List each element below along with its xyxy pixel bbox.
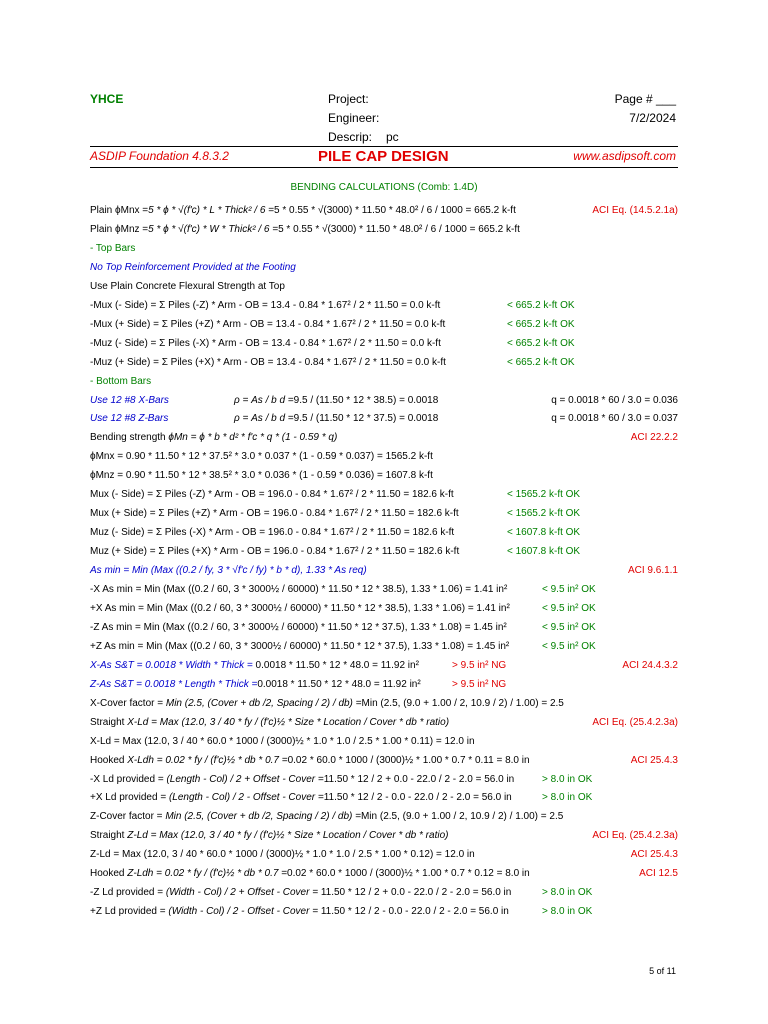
calc-formula: ϕMn = ϕ * b * d² * f'c * q * (1 - 0.59 * q) [168, 432, 338, 444]
calc-line-text [90, 846, 475, 864]
calc-line-text [90, 657, 419, 675]
q-value: q = 0.0018 * 60 / 3.0 = 0.037 [551, 413, 678, 425]
calc-formula: X-Ld = Max (12.0, 3 / 40 * fy / (f'c)½ * Size * Location / Cover * db * ratio) [127, 716, 450, 728]
calc-label: Z-As S&T = 0.0018 * Length * Thick = [90, 678, 258, 690]
company-name: YHCE [90, 92, 124, 106]
check-ok: < 9.5 in² OK [542, 584, 596, 595]
calc-line [90, 581, 678, 599]
reinforcement-ratio [234, 392, 438, 410]
header-rule-top [90, 146, 678, 147]
check-ng: > 9.5 in² NG [452, 659, 507, 671]
code-reference: ACI 12.5 [639, 868, 678, 880]
calc-formula: (Length - Col) / 2 - Offset - Cover = [168, 792, 324, 804]
calc-label: Plain ϕMnz = [90, 223, 149, 235]
calc-label: - Top Bars [90, 242, 136, 254]
ratio-formula: ρ = As / b d = [234, 394, 294, 406]
ratio-value: 9.5 / (11.50 * 12 * 37.5) = 0.0018 [293, 413, 439, 425]
calc-formula: (Width - Col) / 2 - Offset - Cover = [168, 906, 319, 918]
reinforcement-ratio [234, 410, 438, 428]
calc-result: Min (2.5, (9.0 + 1.00 / 2, 10.9 / 2) / 1.00) = 2.5 [360, 811, 564, 823]
calc-line-text [90, 410, 168, 428]
calc-line [90, 771, 678, 789]
calc-line [90, 373, 678, 391]
calc-line-text [90, 808, 563, 826]
calc-line [90, 486, 678, 504]
check-ok: < 665.2 k-ft OK [507, 356, 575, 368]
calc-result: 0.02 * 60.0 * 1000 / (3000)½ * 1.00 * 0.7 * 0.12 = 8.0 in [287, 868, 530, 880]
descrip-value: pc [386, 130, 399, 144]
calc-label: Hooked [90, 868, 128, 880]
calc-line-text [90, 827, 448, 845]
calc-result: 11.50 * 12 / 2 - 0.0 - 22.0 / 2 - 2.0 = 56.0 in [323, 792, 512, 804]
calc-label: Z-Cover factor = [90, 811, 166, 823]
calc-line-text [90, 505, 459, 523]
ratio-value: 9.5 / (11.50 * 12 * 38.5) = 0.0018 [293, 394, 439, 406]
calc-line-text [90, 600, 510, 618]
calc-line-text [90, 903, 509, 921]
check-ok: < 1565.2 k-ft OK [507, 508, 581, 520]
calc-formula: (Length - Col) / 2 + Offset - Cover = [166, 773, 324, 785]
calc-line-text [90, 429, 337, 447]
check-ok: < 1607.8 k-ft OK [507, 546, 581, 558]
calc-label: -Z As min = Min (Max ((0.2 / 60, 3 * 3000½ / 60000) * 11.50 * 12 * 37.5), 1.33 * 1.08) = 1.45 in² [90, 621, 507, 633]
calc-line-text [90, 259, 296, 277]
calc-line-text [90, 202, 516, 220]
calc-formula: Z-Ldh = 0.02 * fy / (f'c)½ * db * 0.7 = [127, 868, 288, 880]
code-reference: ACI Eq. (25.4.2.3a) [592, 716, 678, 728]
calc-line-text [90, 562, 367, 580]
check-ok: > 8.0 in OK [542, 773, 593, 785]
check-ok: < 1565.2 k-ft OK [507, 489, 581, 501]
calc-line-text [90, 335, 441, 353]
calc-line-text [90, 714, 449, 732]
calc-label: ϕMnx = 0.90 * 11.50 * 12 * 37.5² * 3.0 * 0.037 * (1 - 0.59 * 0.037) = 1565.2 k-ft [90, 451, 433, 463]
calc-label: -X As min = Min (Max ((0.2 / 60, 3 * 3000½ / 60000) * 11.50 * 12 * 38.5), 1.33 * 1.06) = 1.41 in² [90, 584, 508, 595]
calc-line [90, 562, 678, 580]
calc-result: 5 * 0.55 * √(3000) * 11.50 * 48.0² / 6 / 1000 = 665.2 k-ft [278, 223, 520, 235]
check-ok: < 1607.8 k-ft OK [507, 527, 581, 539]
calc-line [90, 297, 678, 315]
calc-label: -Z Ld provided = [90, 887, 166, 899]
calc-label: Plain ϕMnx = [90, 205, 149, 216]
check-ng: > 9.5 in² NG [452, 678, 507, 690]
calc-line-text [90, 865, 530, 883]
calc-line-text [90, 486, 454, 504]
calc-line-text [90, 448, 433, 466]
calc-line [90, 410, 678, 428]
calc-line-text [90, 240, 135, 258]
calc-line [90, 335, 678, 353]
calc-label: Use 12 #8 X-Bars [90, 394, 169, 406]
calc-line [90, 789, 678, 807]
calc-label: Muz (- Side) = Σ Piles (-X) * Arm - OB = 196.0 - 0.84 * 1.67² / 2 * 11.50 = 182.6 k-ft [90, 527, 455, 539]
calc-label: Muz (+ Side) = Σ Piles (+X) * Arm - OB = 196.0 - 0.84 * 1.67² / 2 * 11.50 = 182.6 k-ft [90, 546, 460, 558]
calc-line-text [90, 789, 512, 807]
check-ok: < 9.5 in² OK [542, 640, 596, 652]
calc-result: 0.02 * 60.0 * 1000 / (3000)½ * 1.00 * 0.7 * 0.11 = 8.0 in [287, 754, 530, 766]
calc-line [90, 657, 678, 675]
calc-line [90, 221, 678, 239]
calc-label: No Top Reinforcement Provided at the Footing [90, 261, 296, 273]
calc-formula: Min (2.5, (Cover + db /2, Spacing / 2) / db) = [165, 697, 362, 709]
calc-line-text [90, 733, 475, 751]
calc-result: 11.50 * 12 / 2 - 0.0 - 22.0 / 2 - 2.0 = 56.0 in [318, 906, 509, 918]
calc-formula: 5 * ϕ * √(f'c) * L * Thick² / 6 = [148, 205, 274, 216]
code-reference: ACI Eq. (25.4.2.3a) [592, 830, 678, 842]
calc-line [90, 202, 678, 220]
calc-line [90, 278, 678, 296]
check-ok: < 665.2 k-ft OK [507, 318, 575, 330]
calc-line-text [90, 638, 509, 656]
page-title: PILE CAP DESIGN [318, 148, 449, 165]
calc-result: 11.50 * 12 / 2 + 0.0 - 22.0 / 2 - 2.0 = 56.0 in [318, 887, 512, 899]
calc-label: -Muz (- Side) = Σ Piles (-X) * Arm - OB = 13.4 - 0.84 * 1.67² / 2 * 11.50 = 0.0 k-ft [90, 337, 441, 349]
ratio-formula: ρ = As / b d = [234, 413, 294, 425]
website: www.asdipsoft.com [573, 149, 676, 163]
calc-line-text [90, 884, 511, 902]
calc-line-text [90, 373, 151, 391]
calc-label: Bending strength [90, 432, 169, 444]
descrip-label: Descrip: [328, 130, 373, 144]
calc-line [90, 827, 678, 845]
calc-line-text [90, 619, 507, 637]
page-number-field: Page # ___ [614, 92, 676, 106]
calc-label: Use Plain Concrete Flexural Strength at Top [90, 280, 285, 292]
calc-line-text [90, 524, 454, 542]
section-title: BENDING CALCULATIONS (Comb: 1.4D) [290, 182, 478, 193]
software-name: ASDIP Foundation 4.8.3.2 [90, 149, 229, 163]
calc-label: Mux (+ Side) = Σ Piles (+Z) * Arm - OB = 196.0 - 0.84 * 1.67² / 2 * 11.50 = 182.6 k-ft [90, 508, 459, 520]
calc-line [90, 714, 678, 732]
check-ok: < 665.2 k-ft OK [507, 299, 575, 311]
calc-result: 0.0018 * 11.50 * 12 * 48.0 = 11.92 in² [257, 678, 421, 690]
calc-line [90, 884, 678, 902]
calc-line [90, 543, 678, 561]
calc-formula: (Width - Col) / 2 + Offset - Cover = [165, 887, 319, 899]
calc-line [90, 505, 678, 523]
code-reference: ACI Eq. (14.5.2.1a) [592, 205, 678, 216]
project-label: Project: [328, 92, 369, 106]
calc-line-text [90, 297, 440, 315]
calc-formula: 5 * ϕ * √(f'c) * W * Thick² / 6 = [148, 223, 279, 235]
calc-label: As min = Min (Max ((0.2 / fy, 3 * √f'c / fy) * b * d), 1.33 * As req) [90, 565, 367, 577]
calc-result: 11.50 * 12 / 2 + 0.0 - 22.0 / 2 - 2.0 = 56.0 in [323, 773, 515, 785]
calc-result: Min (2.5, (9.0 + 1.00 / 2, 10.9 / 2) / 1.00) = 2.5 [361, 697, 564, 709]
calc-label: Straight [90, 716, 128, 728]
code-reference: ACI 25.4.3 [630, 754, 678, 766]
calc-line [90, 808, 678, 826]
calc-formula: Z-Ld = Max (12.0, 3 / 40 * fy / (f'c)½ * Size * Location / Cover * db * ratio) [127, 830, 449, 842]
code-reference: ACI 25.4.3 [630, 849, 678, 861]
calc-label: +Z As min = Min (Max ((0.2 / 60, 3 * 3000½ / 60000) * 11.50 * 12 * 37.5), 1.33 * 1.08) = 1.45 in² [90, 640, 510, 652]
calc-line [90, 865, 678, 883]
q-value: q = 0.0018 * 60 / 3.0 = 0.036 [551, 394, 678, 406]
calc-formula: Min (2.5, (Cover + db /2, Spacing / 2) / db) = [165, 811, 361, 823]
calc-line [90, 392, 678, 410]
calc-line-text [90, 676, 421, 694]
calc-label: -Mux (- Side) = Σ Piles (-Z) * Arm - OB = 13.4 - 0.84 * 1.67² / 2 * 11.50 = 0.0 k-ft [90, 299, 441, 311]
calc-line-text [90, 695, 564, 713]
calc-line [90, 600, 678, 618]
calc-line [90, 846, 678, 864]
calc-label: Mux (- Side) = Σ Piles (-Z) * Arm - OB = 196.0 - 0.84 * 1.67² / 2 * 11.50 = 182.6 k-ft [90, 489, 454, 501]
calc-label: Z-Ld = Max (12.0, 3 / 40 * 60.0 * 1000 / (3000)½ * 1.0 * 1.0 / 2.5 * 1.00 * 0.12) = 12.0 in [90, 849, 475, 861]
calc-label: - Bottom Bars [90, 375, 152, 387]
calc-line-text [90, 221, 520, 239]
calc-line-text [90, 771, 514, 789]
calc-label: -Muz (+ Side) = Σ Piles (+X) * Arm - OB = 13.4 - 0.84 * 1.67² / 2 * 11.50 = 0.0 k-ft [90, 356, 446, 368]
calc-line [90, 240, 678, 258]
calc-line-text [90, 392, 169, 410]
calc-result: 0.0018 * 11.50 * 12 * 48.0 = 11.92 in² [252, 659, 419, 671]
check-ok: > 8.0 in OK [542, 792, 593, 804]
calc-line [90, 752, 678, 770]
calc-line-text [90, 581, 507, 599]
calc-line-text [90, 752, 530, 770]
calc-label: -Mux (+ Side) = Σ Piles (+Z) * Arm - OB = 13.4 - 0.84 * 1.67² / 2 * 11.50 = 0.0 k-ft [90, 318, 446, 330]
calc-line [90, 316, 678, 334]
calc-label: X-As S&T = 0.0018 * Width * Thick = [90, 659, 253, 671]
code-reference: ACI 22.2.2 [630, 432, 678, 444]
calc-line [90, 903, 678, 921]
calc-line [90, 429, 678, 447]
check-ok: < 9.5 in² OK [542, 602, 596, 614]
calc-formula: X-Ldh = 0.02 * fy / (f'c)½ * db * 0.7 = [127, 754, 288, 766]
code-reference: ACI 9.6.1.1 [627, 565, 678, 577]
header-rule-bottom [90, 167, 678, 168]
calc-label: +Z Ld provided = [90, 906, 169, 918]
calc-line-text [90, 316, 445, 334]
calc-result: 5 * 0.55 * √(3000) * 11.50 * 48.0² / 6 / 1000 = 665.2 k-ft [274, 205, 516, 216]
calc-line-text [90, 278, 285, 296]
calc-line [90, 524, 678, 542]
calc-line [90, 733, 678, 751]
calc-line [90, 467, 678, 485]
calc-label: +X Ld provided = [90, 792, 169, 804]
calc-label: Hooked [90, 754, 128, 766]
calc-label: Use 12 #8 Z-Bars [90, 413, 169, 425]
calc-line [90, 676, 678, 694]
check-ok: > 8.0 in OK [542, 887, 593, 899]
calc-label: ϕMnz = 0.90 * 11.50 * 12 * 38.5² * 3.0 * 0.036 * (1 - 0.59 * 0.036) = 1607.8 k-ft [90, 470, 433, 482]
calc-line-text [90, 467, 433, 485]
calc-line [90, 448, 678, 466]
code-reference: ACI 24.4.3.2 [622, 659, 678, 671]
check-ok: < 9.5 in² OK [542, 621, 596, 633]
calc-label: +X As min = Min (Max ((0.2 / 60, 3 * 3000½ / 60000) * 11.50 * 12 * 38.5), 1.33 * 1.06) = 1.41 in² [90, 602, 510, 614]
calc-line [90, 354, 678, 372]
page-footer: 5 of 11 [649, 966, 676, 976]
calc-line [90, 619, 678, 637]
calc-label: -X Ld provided = [90, 773, 167, 785]
calc-line-text [90, 543, 459, 561]
calc-label: X-Cover factor = [90, 697, 166, 709]
engineer-label: Engineer: [328, 111, 380, 125]
calc-line [90, 259, 678, 277]
report-date: 7/2/2024 [629, 111, 676, 125]
calc-label: Straight [90, 830, 128, 842]
calc-line-text [90, 354, 446, 372]
check-ok: < 665.2 k-ft OK [507, 337, 575, 349]
calc-line [90, 695, 678, 713]
calc-line [90, 638, 678, 656]
check-ok: > 8.0 in OK [542, 906, 593, 918]
calc-label: X-Ld = Max (12.0, 3 / 40 * 60.0 * 1000 / (3000)½ * 1.0 * 1.0 / 2.5 * 1.00 * 0.11) = 12.0 in [90, 735, 475, 747]
